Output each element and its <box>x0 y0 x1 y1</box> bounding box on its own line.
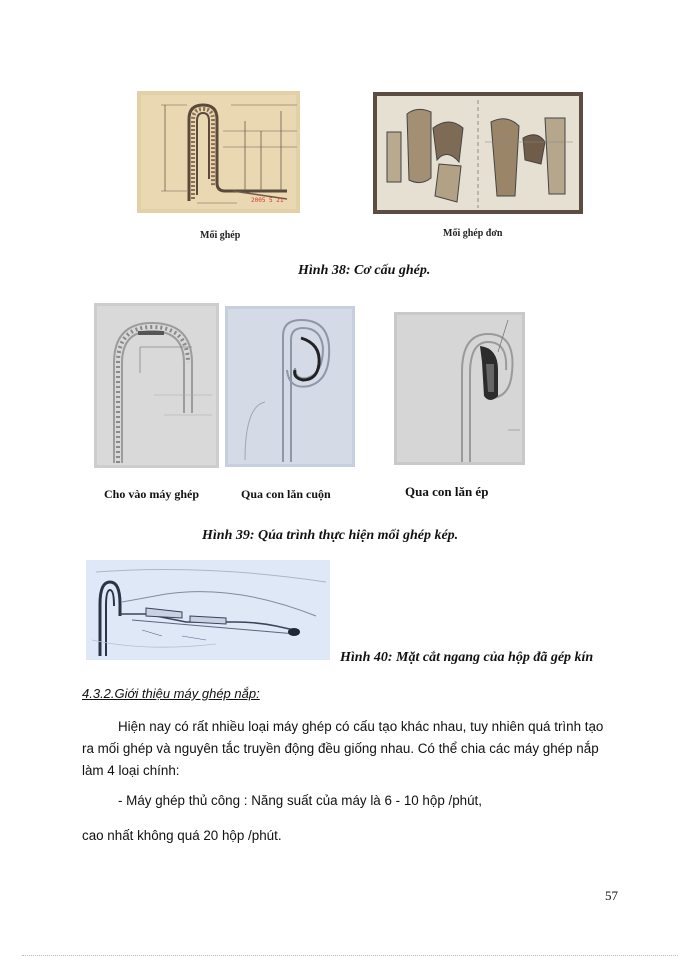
footer-rule <box>22 955 678 956</box>
figure-40-image <box>86 560 330 660</box>
paragraph-line-1: Hiện nay có rất nhiều loại máy ghép có cấu tạo khác nhau, tuy nhiên quá trình tạo <box>118 719 604 734</box>
figure-39-step3-image <box>394 312 525 465</box>
figure-39-step2-image <box>225 306 355 467</box>
figure-39-step2-caption: Qua con lăn cuộn <box>241 487 331 501</box>
figure-39-step1-caption: Cho vào máy ghép <box>104 487 200 501</box>
page-number: 57 <box>605 888 618 903</box>
figure-40-title: Hình 40: Mặt cắt ngang của hộp đã gép kín <box>340 650 594 665</box>
photo-date-stamp: 2005 5 21 <box>251 197 284 204</box>
seam-drawing-right <box>373 92 583 214</box>
figure-38-left-caption: Mối ghép <box>200 230 241 241</box>
figure-38-right-photo <box>373 92 583 214</box>
bullet-item-1: - Máy ghép thủ công : Năng suất của máy là 6 - 10 hộp /phút, <box>118 793 482 808</box>
figure-39-title: Hình 39: Qúa trình thực hiện mối ghép kép. <box>202 528 459 543</box>
section-heading: 4.3.2.Giới thiệu máy ghép nắp: <box>82 686 260 701</box>
figure-38-left-photo <box>137 91 300 213</box>
figure-38-right-caption: Mối ghép đơn <box>443 228 503 239</box>
figure-38-title: Hình 38: Cơ cấu ghép. <box>298 263 431 278</box>
paragraph-line-2: ra mối ghép và nguyên tắc truyền động đều giống nhau. Có thể chia các máy ghép nắp <box>82 741 599 756</box>
seam-drawing-left <box>137 91 300 213</box>
paragraph-line-3: làm 4 loại chính: <box>82 763 180 778</box>
bullet-item-1-continued: cao nhất không quá 20 hộp /phút. <box>82 828 282 843</box>
figure-39-step1-image <box>94 303 219 468</box>
figure-39-step3-caption: Qua con lăn ép <box>405 484 489 499</box>
